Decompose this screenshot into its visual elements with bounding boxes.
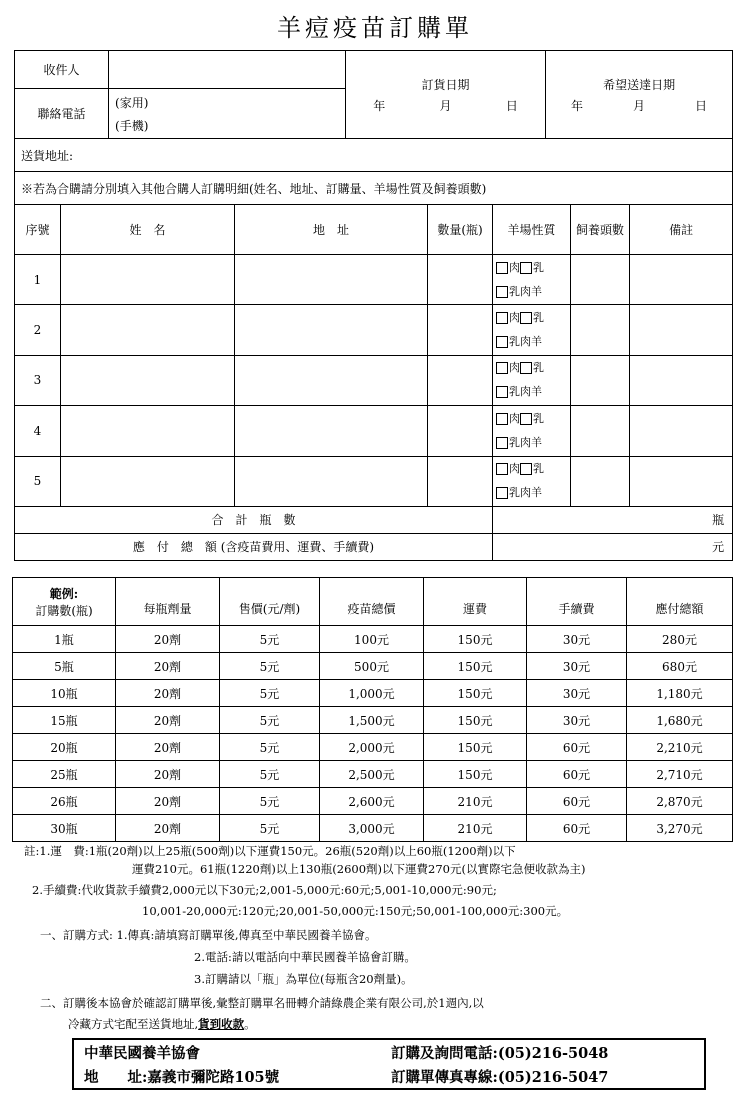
example-cell: 20劑 bbox=[116, 815, 220, 842]
fax-cell bbox=[391, 1064, 705, 1089]
row-address-field[interactable] bbox=[235, 406, 428, 456]
row-head-count-field[interactable] bbox=[571, 255, 630, 305]
delivery-date-label: 希望送達日期 bbox=[603, 77, 676, 92]
row-name-field[interactable] bbox=[61, 456, 235, 506]
checkbox-label: 乳 bbox=[533, 260, 545, 274]
example-cell: 5元 bbox=[220, 626, 320, 653]
address-value: 嘉義市彌陀路105號 bbox=[147, 1068, 280, 1086]
example-cell: 5元 bbox=[220, 707, 320, 734]
row-qty-field[interactable] bbox=[428, 355, 493, 405]
example-cell: 150元 bbox=[424, 626, 527, 653]
phone-cell bbox=[391, 1039, 705, 1064]
checkbox-icon[interactable] bbox=[496, 463, 508, 475]
checkbox-label: 乳肉羊 bbox=[509, 486, 543, 500]
note-2a: 2.手續費:代收貨款手續費2,000元以下30元;2,001-5,000元:60元;5,001-10,000元:90元; bbox=[32, 883, 497, 897]
example-cell: 1,000元 bbox=[320, 680, 424, 707]
order-row bbox=[15, 305, 733, 355]
example-cell: 20劑 bbox=[116, 653, 220, 680]
header-address: 地 址 bbox=[235, 205, 428, 255]
checkbox-label: 乳 bbox=[533, 311, 545, 325]
farm-type-line-1 bbox=[496, 356, 570, 380]
note-2b: 10,001-20,000元:120元;20,001-50,000元:150元;50,001-100,000元:300元。 bbox=[142, 904, 569, 918]
example-cell: 150元 bbox=[424, 761, 527, 788]
example-table bbox=[12, 577, 733, 842]
farm-type-dairy[interactable] bbox=[520, 361, 544, 374]
farm-type-meat[interactable] bbox=[496, 361, 520, 374]
row-address-field[interactable] bbox=[235, 456, 428, 506]
row-head-count-field[interactable] bbox=[571, 305, 630, 355]
total-amount-label: 應 付 總 額 bbox=[132, 540, 217, 555]
row-seq bbox=[15, 305, 61, 355]
row-farm-type bbox=[493, 355, 571, 405]
phone-field[interactable] bbox=[109, 89, 346, 139]
row-remarks-field[interactable] bbox=[630, 255, 733, 305]
example-row bbox=[13, 653, 733, 680]
row-head-count-field[interactable] bbox=[571, 406, 630, 456]
example-cell: 100元 bbox=[320, 626, 424, 653]
recipient-field[interactable] bbox=[109, 51, 346, 89]
farm-type-line-1 bbox=[496, 407, 570, 431]
notes bbox=[24, 842, 744, 1033]
checkbox-icon[interactable] bbox=[520, 312, 532, 324]
header-farm-type: 羊場性質 bbox=[493, 205, 571, 255]
order-date-label: 訂貨日期 bbox=[421, 77, 470, 92]
example-cell: 680元 bbox=[627, 653, 733, 680]
example-cell: 2,600元 bbox=[320, 788, 424, 815]
total-amount-label-cell bbox=[15, 533, 493, 560]
example-header-cell bbox=[627, 578, 733, 626]
example-cell: 60元 bbox=[527, 761, 627, 788]
method-2: 2.電話:請以電話向中華民國養羊協會訂購。 bbox=[194, 950, 416, 964]
example-cell: 20劑 bbox=[116, 761, 220, 788]
farm-type-dairy[interactable] bbox=[520, 412, 544, 425]
total-amount-field[interactable]: 元 bbox=[493, 533, 733, 560]
header-seq: 序號 bbox=[15, 205, 61, 255]
phone-number[interactable]: (05)216-5048 bbox=[497, 1044, 609, 1062]
row-name-field[interactable] bbox=[61, 305, 235, 355]
farm-type-line-2 bbox=[496, 380, 570, 404]
farm-type-dual[interactable] bbox=[496, 335, 542, 348]
contact-footer bbox=[72, 1038, 706, 1090]
checkbox-icon[interactable] bbox=[496, 386, 508, 398]
farm-type-line-1 bbox=[496, 457, 570, 481]
order-row bbox=[15, 406, 733, 456]
row-farm-type bbox=[493, 456, 571, 506]
row-remarks-field[interactable] bbox=[630, 406, 733, 456]
address-contact-label: 地 址: bbox=[84, 1068, 148, 1086]
example-cell: 30元 bbox=[527, 626, 627, 653]
example-cell: 30瓶 bbox=[13, 815, 116, 842]
delivery-date-day: 日 bbox=[695, 98, 708, 113]
example-cell: 210元 bbox=[424, 815, 527, 842]
farm-type-line-2 bbox=[496, 280, 570, 304]
checkbox-icon[interactable] bbox=[496, 286, 508, 298]
example-cell: 5元 bbox=[220, 734, 320, 761]
checkbox-label: 肉 bbox=[509, 260, 521, 274]
farm-type-meat[interactable] bbox=[496, 261, 520, 274]
farm-type-line-2 bbox=[496, 481, 570, 505]
order-rows bbox=[15, 255, 733, 507]
row-seq bbox=[15, 456, 61, 506]
example-cell: 10瓶 bbox=[13, 680, 116, 707]
example-cell: 2,710元 bbox=[627, 761, 733, 788]
row-address-field[interactable] bbox=[235, 305, 428, 355]
example-cell: 30元 bbox=[527, 653, 627, 680]
total-bottles-label: 合 計 瓶 數 bbox=[15, 506, 493, 533]
cash-on-delivery: 貨到收款 bbox=[198, 1017, 245, 1031]
row-seq-label: 5 bbox=[33, 474, 42, 489]
address-field[interactable]: 送貨地址: bbox=[15, 139, 733, 172]
delivery-date-cell[interactable] bbox=[546, 51, 733, 139]
example-cell: 60元 bbox=[527, 788, 627, 815]
example-cell: 20瓶 bbox=[13, 734, 116, 761]
checkbox-icon[interactable] bbox=[496, 362, 508, 374]
row-remarks-field[interactable] bbox=[630, 355, 733, 405]
farm-type-line-1 bbox=[496, 306, 570, 330]
checkbox-label: 乳肉羊 bbox=[509, 284, 543, 298]
note-1b: 運費210元。61瓶(1220劑)以上130瓶(2600劑)以下運費270元(以實際宅急便收款為主) bbox=[132, 862, 586, 876]
row-seq bbox=[15, 355, 61, 405]
example-row bbox=[13, 761, 733, 788]
farm-type-dual[interactable] bbox=[496, 436, 542, 449]
example-rows bbox=[13, 578, 733, 842]
order-form bbox=[14, 50, 733, 561]
checkbox-icon[interactable] bbox=[520, 262, 532, 274]
phone-contact-label: 訂購及詢問電話: bbox=[391, 1044, 498, 1062]
row-remarks-field[interactable] bbox=[630, 456, 733, 506]
row-address-field[interactable] bbox=[235, 255, 428, 305]
farm-type-dairy[interactable] bbox=[520, 261, 544, 274]
step-2b bbox=[24, 1015, 744, 1033]
example-header-label: 訂購數(瓶) bbox=[35, 603, 93, 618]
example-row bbox=[13, 788, 733, 815]
example-header-cell bbox=[13, 578, 116, 626]
delivery-date-year: 年 bbox=[571, 98, 584, 113]
checkbox-icon[interactable] bbox=[520, 362, 532, 374]
example-header-label: 每瓶劑量 bbox=[143, 602, 192, 616]
step-2a: 二、訂購後本協會於確認訂購單後,彙整訂購單名冊轉介請綠農企業有限公司,於1週內,以 bbox=[40, 996, 484, 1010]
farm-type-line-1 bbox=[496, 256, 570, 280]
step-2b-end: 。 bbox=[244, 1017, 256, 1031]
fax-number[interactable]: (05)216-5047 bbox=[497, 1068, 609, 1086]
example-header-label: 應付總額 bbox=[655, 602, 704, 616]
header-name: 姓 名 bbox=[61, 205, 235, 255]
example-cell: 5元 bbox=[220, 680, 320, 707]
example-cell: 20劑 bbox=[116, 788, 220, 815]
example-cell: 26瓶 bbox=[13, 788, 116, 815]
group-order-note: ※若為合購請分別填入其他合購人訂購明細(姓名、地址、訂購量、羊場性質及飼養頭數) bbox=[15, 172, 733, 205]
header-head-count: 飼養頭數 bbox=[571, 205, 630, 255]
order-row bbox=[15, 456, 733, 506]
checkbox-label: 乳 bbox=[533, 361, 545, 375]
org-name: 中華民國養羊協會 bbox=[84, 1044, 200, 1062]
example-header-label: 運費 bbox=[462, 602, 487, 616]
example-cell: 3,270元 bbox=[627, 815, 733, 842]
row-head-count-field[interactable] bbox=[571, 456, 630, 506]
row-seq bbox=[15, 255, 61, 305]
farm-type-dairy[interactable] bbox=[520, 311, 544, 324]
example-cell: 2,000元 bbox=[320, 734, 424, 761]
example-row bbox=[13, 707, 733, 734]
row-qty-field[interactable] bbox=[428, 406, 493, 456]
row-name-field[interactable] bbox=[61, 255, 235, 305]
example-cell: 60元 bbox=[527, 734, 627, 761]
example-cell: 30元 bbox=[527, 680, 627, 707]
step-2b-text: 冷藏方式宅配至送貨地址, bbox=[68, 1017, 199, 1031]
example-row bbox=[13, 734, 733, 761]
row-seq bbox=[15, 406, 61, 456]
order-date-year: 年 bbox=[373, 98, 386, 113]
farm-type-meat[interactable] bbox=[496, 412, 520, 425]
row-farm-type bbox=[493, 406, 571, 456]
note-1a: 註:1.運 費:1瓶(20劑)以上25瓶(500劑)以下運費150元。26瓶(520劑)以上60瓶(1200劑)以下 bbox=[24, 844, 516, 858]
checkbox-icon[interactable] bbox=[496, 437, 508, 449]
fax-label: 訂購單傳真專線: bbox=[391, 1068, 498, 1086]
row-seq-label: 2 bbox=[33, 323, 42, 338]
example-header-label: 手續費 bbox=[558, 602, 595, 616]
example-header-cell bbox=[424, 578, 527, 626]
checkbox-label: 乳肉羊 bbox=[509, 385, 543, 399]
checkbox-label: 肉 bbox=[509, 411, 521, 425]
row-seq-label: 1 bbox=[33, 272, 42, 287]
row-qty-field[interactable] bbox=[428, 305, 493, 355]
example-cell: 20劑 bbox=[116, 626, 220, 653]
example-cell: 210元 bbox=[424, 788, 527, 815]
total-bottles-field[interactable]: 瓶 bbox=[493, 506, 733, 533]
example-cell: 2,500元 bbox=[320, 761, 424, 788]
example-cell: 5瓶 bbox=[13, 653, 116, 680]
checkbox-label: 肉 bbox=[509, 311, 521, 325]
method-1: 一、訂購方式: 1.傳真:請填寫訂購單後,傳真至中華民國養羊協會。 bbox=[40, 928, 377, 942]
example-cell: 500元 bbox=[320, 653, 424, 680]
farm-type-meat[interactable] bbox=[496, 462, 520, 475]
checkbox-label: 乳肉羊 bbox=[509, 435, 543, 449]
example-header-row bbox=[13, 578, 733, 626]
example-cell: 30元 bbox=[527, 707, 627, 734]
example-cell: 1,500元 bbox=[320, 707, 424, 734]
example-header-cell bbox=[116, 578, 220, 626]
farm-type-dual[interactable] bbox=[496, 285, 542, 298]
checkbox-label: 乳肉羊 bbox=[509, 335, 543, 349]
example-cell: 20劑 bbox=[116, 707, 220, 734]
example-cell: 5元 bbox=[220, 761, 320, 788]
example-cell: 2,870元 bbox=[627, 788, 733, 815]
row-farm-type bbox=[493, 255, 571, 305]
example-header-label: 疫苗總價 bbox=[347, 602, 396, 616]
row-qty-field[interactable] bbox=[428, 255, 493, 305]
example-cell: 2,210元 bbox=[627, 734, 733, 761]
row-farm-type bbox=[493, 305, 571, 355]
farm-type-dual[interactable] bbox=[496, 486, 542, 499]
row-name-field[interactable] bbox=[61, 406, 235, 456]
order-date-day: 日 bbox=[505, 98, 518, 113]
example-header-cell bbox=[220, 578, 320, 626]
row-name-field[interactable] bbox=[61, 355, 235, 405]
example-cell: 1瓶 bbox=[13, 626, 116, 653]
example-cell: 15瓶 bbox=[13, 707, 116, 734]
row-seq-label: 4 bbox=[33, 423, 42, 438]
row-remarks-field[interactable] bbox=[630, 305, 733, 355]
checkbox-icon[interactable] bbox=[520, 463, 532, 475]
example-cell: 5元 bbox=[220, 788, 320, 815]
checkbox-label: 肉 bbox=[509, 361, 521, 375]
example-cell: 150元 bbox=[424, 734, 527, 761]
method-3: 3.訂購請以「瓶」為單位(每瓶含20劑量)。 bbox=[194, 972, 413, 986]
checkbox-label: 乳 bbox=[533, 462, 545, 476]
example-header-cell bbox=[527, 578, 627, 626]
example-row bbox=[13, 626, 733, 653]
checkbox-icon[interactable] bbox=[496, 413, 508, 425]
example-cell: 150元 bbox=[424, 653, 527, 680]
page-title: 羊痘疫苗訂購單 bbox=[277, 14, 473, 42]
order-row bbox=[15, 355, 733, 405]
phone-home-label: (家用) bbox=[115, 95, 149, 110]
checkbox-icon[interactable] bbox=[496, 312, 508, 324]
total-amount-note: (含疫苗費用、運費、手續費) bbox=[220, 540, 375, 555]
checkbox-icon[interactable] bbox=[496, 262, 508, 274]
example-cell: 150元 bbox=[424, 707, 527, 734]
example-title: 範例: bbox=[49, 586, 79, 601]
checkbox-icon[interactable] bbox=[496, 336, 508, 348]
row-qty-field[interactable] bbox=[428, 456, 493, 506]
order-row bbox=[15, 255, 733, 305]
farm-type-line-2 bbox=[496, 330, 570, 354]
phone-mobile-label: (手機) bbox=[115, 118, 149, 133]
order-date-month: 月 bbox=[439, 98, 452, 113]
farm-type-line-2 bbox=[496, 431, 570, 455]
checkbox-label: 乳 bbox=[533, 411, 545, 425]
row-head-count-field[interactable] bbox=[571, 355, 630, 405]
example-cell: 5元 bbox=[220, 653, 320, 680]
example-header-cell bbox=[320, 578, 424, 626]
example-cell: 1,680元 bbox=[627, 707, 733, 734]
farm-type-meat[interactable] bbox=[496, 311, 520, 324]
example-cell: 150元 bbox=[424, 680, 527, 707]
row-address-field[interactable] bbox=[235, 355, 428, 405]
example-cell: 20劑 bbox=[116, 734, 220, 761]
example-cell: 25瓶 bbox=[13, 761, 116, 788]
farm-type-dairy[interactable] bbox=[520, 462, 544, 475]
example-cell: 1,180元 bbox=[627, 680, 733, 707]
example-cell: 60元 bbox=[527, 815, 627, 842]
checkbox-label: 肉 bbox=[509, 462, 521, 476]
order-date-cell[interactable] bbox=[346, 51, 546, 139]
example-cell: 5元 bbox=[220, 815, 320, 842]
example-row bbox=[13, 815, 733, 842]
example-header-label: 售價(元/劑) bbox=[238, 602, 301, 616]
row-seq-label: 3 bbox=[33, 373, 42, 388]
example-cell: 20劑 bbox=[116, 680, 220, 707]
header-remarks: 備註 bbox=[630, 205, 733, 255]
checkbox-icon[interactable] bbox=[520, 413, 532, 425]
example-cell: 3,000元 bbox=[320, 815, 424, 842]
example-row bbox=[13, 680, 733, 707]
farm-type-dual[interactable] bbox=[496, 385, 542, 398]
checkbox-icon[interactable] bbox=[496, 487, 508, 499]
delivery-date-month: 月 bbox=[633, 98, 646, 113]
address-cell bbox=[73, 1064, 391, 1089]
header-qty: 數量(瓶) bbox=[428, 205, 493, 255]
phone-label: 聯絡電話 bbox=[15, 89, 109, 139]
recipient-label: 收件人 bbox=[15, 51, 109, 89]
example-cell: 280元 bbox=[627, 626, 733, 653]
